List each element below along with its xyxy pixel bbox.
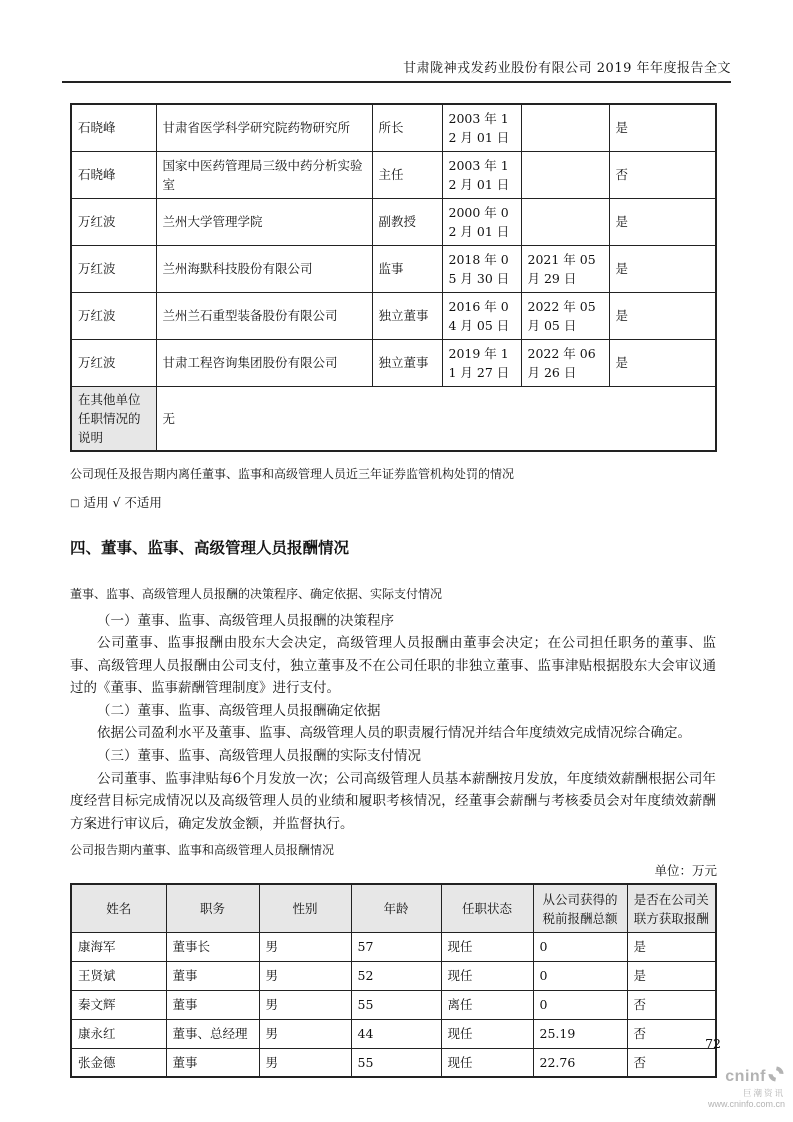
employer-unit: 甘肃省医学科学研究院药物研究所 (156, 104, 372, 151)
section-intro: 董事、监事、高级管理人员报酬的决策程序、确定依据、实际支付情况 (70, 586, 443, 601)
employer-unit: 国家中医药管理局三级中药分析实验室 (156, 151, 372, 198)
table-row (71, 104, 716, 151)
col-header-title: 职务 (166, 884, 259, 932)
gender: 男 (259, 961, 351, 990)
receives-pay-flag: 否 (609, 151, 716, 198)
term-end-date: 2022 年 05 月 05 日 (521, 292, 609, 339)
page-number: 72 (705, 1036, 721, 1051)
paragraph: 公司董事、监事报酬由股东大会决定，高级管理人员报酬由董事会决定；在公司担任职务的董事、监事、高级管理人员报酬由公司支付，独立董事及不在公司任职的非独立董事、监事津贴根据股东大会审议通过的《董事、监事薪酬管理制度》进行支付。 (70, 635, 716, 697)
applicability-line (70, 493, 723, 511)
penalty-statement: 公司现任及报告期内离任董事、监事和高级管理人员近三年证券监管机构处罚的情况 (70, 466, 515, 481)
term-start-date: 2003 年 12 月 01 日 (442, 104, 521, 151)
job-title: 独立董事 (372, 339, 442, 386)
note-label: 在其他单位任职情况的说明 (71, 386, 156, 451)
employer-unit: 兰州兰石重型装备股份有限公司 (156, 292, 372, 339)
person-name: 康海军 (71, 932, 166, 961)
person-name: 万红波 (71, 245, 156, 292)
table-row (71, 292, 716, 339)
term-start-date: 2000 年 02 月 01 日 (442, 198, 521, 245)
age: 52 (351, 961, 441, 990)
term-end-date (521, 104, 609, 151)
logo-wordmark: cninf (725, 1067, 766, 1085)
logo-chinese-name: 巨潮资讯 (742, 1087, 785, 1098)
checkmark-icon: √ (112, 494, 121, 510)
related-party-pay-flag: 是 (627, 961, 716, 990)
job-title: 董事 (166, 961, 259, 990)
table-row (71, 198, 716, 245)
paragraph: （一）董事、监事、高级管理人员报酬的决策程序 (97, 612, 394, 629)
job-title: 董事 (166, 1048, 259, 1077)
related-party-pay-flag: 是 (627, 932, 716, 961)
cninfo-logo (708, 1065, 785, 1110)
job-title: 主任 (372, 151, 442, 198)
col-header-related: 是否在公司关联方获取报酬 (627, 884, 716, 932)
tenure-status: 现任 (441, 1019, 533, 1048)
job-title: 监事 (372, 245, 442, 292)
receives-pay-flag: 是 (609, 104, 716, 151)
col-header-name: 姓名 (71, 884, 166, 932)
applicable-label: 适用 (83, 494, 109, 510)
tenure-status: 离任 (441, 990, 533, 1019)
remuneration-table (70, 883, 717, 1078)
person-name: 万红波 (71, 339, 156, 386)
pretax-pay: 25.19 (533, 1019, 627, 1048)
table-row (71, 932, 716, 961)
table-row (71, 245, 716, 292)
receives-pay-flag: 是 (609, 245, 716, 292)
term-end-date: 2022 年 06 月 26 日 (521, 339, 609, 386)
person-name: 万红波 (71, 292, 156, 339)
employer-unit: 兰州海默科技股份有限公司 (156, 245, 372, 292)
document-header (62, 0, 731, 83)
table-row (71, 961, 716, 990)
section-body (70, 610, 716, 836)
paragraph: 依据公司盈利水平及董事、监事、高级管理人员的职责履行情况并结合年度绩效完成情况综合确定。 (97, 725, 691, 742)
tenure-status: 现任 (441, 932, 533, 961)
col-header-pay: 从公司获得的税前报酬总额 (533, 884, 627, 932)
person-name: 石晓峰 (71, 104, 156, 151)
section-heading: 四、董事、监事、高级管理人员报酬情况 (70, 537, 350, 557)
term-start-date: 2018 年 05 月 30 日 (442, 245, 521, 292)
unit-label: 单位：万元 (654, 863, 717, 879)
paragraph: 公司董事、监事津贴每6个月发放一次；公司高级管理人员基本薪酬按月发放，年度绩效薪酬根据公司年度经营目标完成情况以及高级管理人员的业绩和履职考核情况，经董事会薪酬与考核委员会对年度绩效薪酬方案进行审议后，确定发放金额，并监督执行。 (70, 770, 716, 832)
receives-pay-flag: 是 (609, 292, 716, 339)
term-end-date (521, 198, 609, 245)
pretax-pay: 22.76 (533, 1048, 627, 1077)
job-title: 副教授 (372, 198, 442, 245)
table-row-note (71, 386, 716, 451)
age: 55 (351, 1048, 441, 1077)
term-start-date: 2003 年 12 月 01 日 (442, 151, 521, 198)
person-name: 秦文辉 (71, 990, 166, 1019)
table-row (71, 990, 716, 1019)
person-name: 康永红 (71, 1019, 166, 1048)
not-applicable-label: 不适用 (124, 494, 162, 510)
related-party-pay-flag: 否 (627, 990, 716, 1019)
table-row (71, 151, 716, 198)
age: 57 (351, 932, 441, 961)
job-title: 董事 (166, 990, 259, 1019)
tenure-status: 现任 (441, 1048, 533, 1077)
job-title: 董事长 (166, 932, 259, 961)
job-title: 独立董事 (372, 292, 442, 339)
table-row (71, 339, 716, 386)
term-start-date: 2016 年 04 月 05 日 (442, 292, 521, 339)
person-name: 王贤斌 (71, 961, 166, 990)
table-row (71, 1019, 716, 1048)
receives-pay-flag: 是 (609, 339, 716, 386)
checkbox-unchecked-icon: □ (70, 497, 80, 509)
person-name: 张金德 (71, 1048, 166, 1077)
related-party-pay-flag: 否 (627, 1019, 716, 1048)
swirl-icon (767, 1065, 785, 1088)
col-header-gender: 性别 (259, 884, 351, 932)
term-end-date: 2021 年 05 月 29 日 (521, 245, 609, 292)
receives-pay-flag: 是 (609, 198, 716, 245)
pretax-pay: 0 (533, 932, 627, 961)
job-title: 董事、总经理 (166, 1019, 259, 1048)
gender: 男 (259, 1048, 351, 1077)
tenure-status: 现任 (441, 961, 533, 990)
gender: 男 (259, 990, 351, 1019)
external-positions-table (70, 103, 717, 452)
paragraph: （二）董事、监事、高级管理人员报酬确定依据 (97, 702, 381, 719)
remuneration-table-caption: 公司报告期内董事、监事和高级管理人员报酬情况 (70, 843, 335, 858)
gender: 男 (259, 932, 351, 961)
related-party-pay-flag: 否 (627, 1048, 716, 1077)
col-header-age: 年龄 (351, 884, 441, 932)
age: 44 (351, 1019, 441, 1048)
person-name: 万红波 (71, 198, 156, 245)
pretax-pay: 0 (533, 961, 627, 990)
person-name: 石晓峰 (71, 151, 156, 198)
job-title: 所长 (372, 104, 442, 151)
employer-unit: 甘肃工程咨询集团股份有限公司 (156, 339, 372, 386)
report-title: 甘肃陇神戎发药业股份有限公司 2019 年年度报告全文 (403, 61, 731, 76)
table-header-row (71, 884, 716, 932)
table-row (71, 1048, 716, 1077)
paragraph: （三）董事、监事、高级管理人员报酬的实际支付情况 (97, 748, 421, 765)
logo-url: www.cninfo.com.cn (707, 1099, 785, 1110)
pretax-pay: 0 (533, 990, 627, 1019)
term-end-date (521, 151, 609, 198)
age: 55 (351, 990, 441, 1019)
note-value: 无 (156, 386, 716, 451)
gender: 男 (259, 1019, 351, 1048)
employer-unit: 兰州大学管理学院 (156, 198, 372, 245)
col-header-status: 任职状态 (441, 884, 533, 932)
term-start-date: 2019 年 11 月 27 日 (442, 339, 521, 386)
